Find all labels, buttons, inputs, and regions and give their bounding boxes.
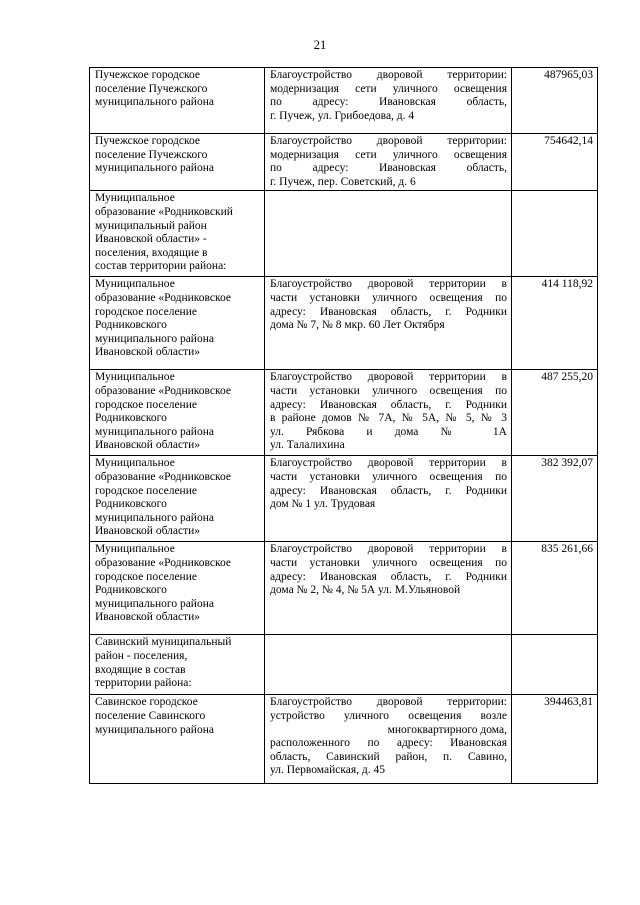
- description-line: дома № 2, № 4, № 5А ул. М.Ульяновой: [270, 584, 461, 597]
- amount-cell: [512, 635, 598, 695]
- table-row: [90, 277, 598, 370]
- organization-line: Савинское городское: [95, 696, 198, 709]
- subsidy-table: [89, 67, 598, 784]
- description-cell: [265, 456, 512, 542]
- organization-cell: [90, 68, 265, 134]
- description-line: г. Пучеж, ул. Грибоедова, д. 4: [270, 109, 415, 122]
- organization-line: состав территории района:: [95, 260, 227, 273]
- page-number: 21: [313, 38, 327, 52]
- amount-cell: [512, 370, 598, 456]
- table-row: [90, 191, 598, 277]
- organization-line: городское поселение: [95, 305, 197, 318]
- amount-value: 414 118,92: [541, 278, 593, 291]
- description-line: части установки уличного освещения по: [270, 556, 507, 569]
- description-line: адресу: Ивановская область, г. Родники: [270, 484, 507, 497]
- amount-cell: [512, 542, 598, 635]
- organization-line: муниципального района: [95, 162, 214, 175]
- organization-line: муниципального района: [95, 96, 214, 109]
- description-line: ул. Первомайская, д. 45: [270, 764, 385, 777]
- amount-value: 754642,14: [544, 135, 593, 147]
- organization-line: входящие в состав: [95, 663, 186, 676]
- description-line: по адресу: Ивановская область,: [270, 162, 507, 175]
- organization-line: Ивановской области» -: [95, 233, 207, 246]
- organization-line: территории района:: [95, 677, 192, 690]
- description-line: Благоустройство дворовой территории:: [270, 69, 507, 81]
- amount-value: 835 261,66: [541, 543, 593, 556]
- description-cell: [265, 68, 512, 134]
- organization-cell: [90, 542, 265, 635]
- organization-line: городское поселение: [95, 484, 197, 497]
- organization-cell: [90, 277, 265, 370]
- organization-line: Муниципальное: [95, 543, 175, 556]
- description-cell: [265, 635, 512, 695]
- description-cell: [265, 542, 512, 635]
- description-line: расположенного по адресу: Ивановская: [270, 737, 507, 750]
- organization-line: поселение Савинского: [95, 709, 206, 722]
- organization-line: Ивановской области»: [95, 439, 201, 452]
- organization-cell: [90, 456, 265, 542]
- organization-line: муниципальный район: [95, 219, 207, 232]
- organization-line: Родниковского: [95, 412, 167, 425]
- table-row: [90, 134, 598, 191]
- organization-line: образование «Родниковское: [95, 556, 232, 569]
- organization-line: Муниципальное: [95, 371, 175, 384]
- table-body: [90, 68, 598, 784]
- organization-line: поселение Пучежского: [95, 82, 208, 95]
- organization-cell: [90, 695, 265, 784]
- amount-value: 487 255,20: [541, 371, 593, 384]
- organization-line: Ивановской области»: [95, 346, 201, 359]
- table-row: [90, 635, 598, 695]
- organization-line: поселение Пучежского: [95, 148, 208, 161]
- amount-cell: [512, 277, 598, 370]
- organization-line: муниципального района: [95, 511, 214, 524]
- organization-line: муниципального района: [95, 425, 214, 438]
- organization-line: Пучежское городское: [95, 69, 200, 81]
- organization-line: поселения, входящие в: [95, 246, 208, 259]
- organization-line: городское поселение: [95, 570, 197, 583]
- description-line: Благоустройство дворовой территории в: [270, 278, 507, 291]
- description-line: устройство уличного освещения возле: [270, 709, 507, 722]
- organization-line: образование «Родниковское: [95, 470, 232, 483]
- description-line: область, Савинский район, п. Савино,: [270, 750, 507, 763]
- organization-line: Родниковского: [95, 498, 167, 511]
- description-cell: [265, 277, 512, 370]
- organization-line: Муниципальное: [95, 278, 175, 291]
- description-line: модернизация сети уличного освещения: [270, 82, 507, 95]
- description-cell: [265, 134, 512, 191]
- description-line: в районе домов № 7А, № 5А, № 5, № 3: [270, 412, 507, 425]
- table-row: [90, 370, 598, 456]
- amount-cell: [512, 68, 598, 134]
- description-line: ул. Талалихина: [270, 439, 345, 452]
- description-line: Благоустройство дворовой территории в: [270, 457, 507, 470]
- description-line: Благоустройство дворовой территории:: [270, 135, 507, 147]
- organization-line: образование «Родниковский: [95, 205, 233, 218]
- amount-cell: [512, 134, 598, 191]
- description-line: ул. Рябкова и дома № 1А: [270, 425, 507, 438]
- table-row: [90, 68, 598, 134]
- description-line: Благоустройство дворовой территории:: [270, 696, 507, 709]
- description-cell: [265, 191, 512, 277]
- amount-value: 382 392,07: [541, 457, 593, 470]
- organization-cell: [90, 370, 265, 456]
- description-line: адресу: Ивановская область, г. Родники: [270, 570, 507, 583]
- organization-line: муниципального района: [95, 723, 214, 736]
- table-row: [90, 542, 598, 635]
- table-row: [90, 456, 598, 542]
- organization-line: Пучежское городское: [95, 135, 200, 147]
- organization-line: муниципального района: [95, 597, 214, 610]
- description-line: части установки уличного освещения по: [270, 470, 507, 483]
- organization-line: муниципального района: [95, 332, 214, 345]
- description-line: адресу: Ивановская область, г. Родники: [270, 305, 507, 318]
- organization-cell: [90, 134, 265, 191]
- description-cell: [265, 695, 512, 784]
- organization-line: Муниципальное: [95, 192, 175, 205]
- organization-line: Родниковского: [95, 584, 167, 597]
- description-line: г. Пучеж, пер. Советский, д. 6: [270, 175, 416, 188]
- description-line: по адресу: Ивановская область,: [270, 96, 507, 109]
- description-line: многоквартирного дома,: [387, 723, 507, 736]
- organization-line: образование «Родниковское: [95, 384, 232, 397]
- description-cell: [265, 370, 512, 456]
- description-line: части установки уличного освещения по: [270, 384, 507, 397]
- organization-line: Ивановской области»: [95, 525, 201, 538]
- organization-cell: [90, 635, 265, 695]
- organization-cell: [90, 191, 265, 277]
- description-line: дома № 7, № 8 мкр. 60 Лет Октября: [270, 319, 445, 332]
- organization-line: Родниковского: [95, 319, 167, 332]
- description-line: Благоустройство дворовой территории в: [270, 371, 507, 384]
- amount-value: 394463,81: [544, 696, 593, 709]
- organization-line: район - поселения,: [95, 649, 188, 662]
- amount-cell: [512, 456, 598, 542]
- organization-line: городское поселение: [95, 398, 197, 411]
- amount-cell: [512, 695, 598, 784]
- organization-line: образование «Родниковское: [95, 291, 232, 304]
- amount-cell: [512, 191, 598, 277]
- organization-line: Савинский муниципальный: [95, 636, 232, 649]
- description-line: модернизация сети уличного освещения: [270, 148, 507, 161]
- amount-value: 487965,03: [544, 69, 593, 81]
- description-line: дом № 1 ул. Трудовая: [270, 498, 376, 511]
- description-line: адресу: Ивановская область, г. Родники: [270, 398, 507, 411]
- description-line: части установки уличного освещения по: [270, 291, 507, 304]
- organization-line: Муниципальное: [95, 457, 175, 470]
- organization-line: Ивановской области»: [95, 611, 201, 624]
- description-line: Благоустройство дворовой территории в: [270, 543, 507, 556]
- table-row: [90, 695, 598, 784]
